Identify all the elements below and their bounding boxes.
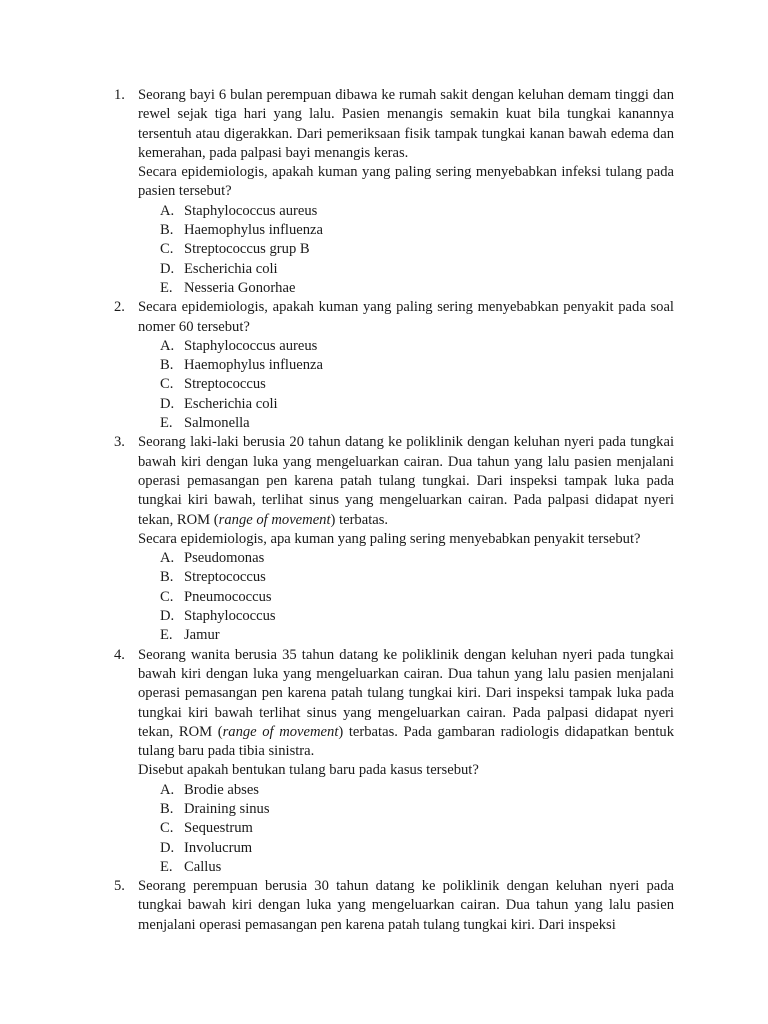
option-list bbox=[138, 781, 674, 877]
question-stem bbox=[138, 433, 674, 529]
question-number: 1. bbox=[114, 87, 125, 103]
text-run: Secara epidemiologis, apa kuman yang paling sering menyebabkan penyakit tersebut? bbox=[138, 530, 641, 547]
question-prompt bbox=[138, 761, 674, 780]
question-stem bbox=[138, 86, 674, 163]
italic-term: range of movement bbox=[218, 511, 331, 528]
text-run: ) terbatas. bbox=[330, 511, 389, 528]
option-item bbox=[160, 839, 674, 858]
question-item bbox=[114, 646, 674, 878]
option-label: D. bbox=[160, 395, 175, 412]
option-text: Pseudomonas bbox=[184, 550, 265, 567]
question-number: 2. bbox=[114, 299, 125, 316]
option-label: B. bbox=[160, 222, 174, 239]
question-stem bbox=[138, 646, 674, 762]
text-run: Seorang wanita berusia 35 tahun datang ke poliklinik dengan keluhan nyeri pada tungkai bawah kiri dengan luka yang mengeluarkan cairan. Dua tahun yang lalu pasien menjalani operasi pemasangan pen karena patah tulang tungkai kiri. Dari inspeksi tampak luka pada tungkai kiri bawah terlihat sinus yang mengeluarkan cairan. Pada palpasi didapat nyeri tekan, ROM ( bbox=[138, 646, 674, 740]
text-run: Seorang laki-laki berusia 20 tahun datang ke poliklinik dengan keluhan nyeri pada tungkai bawah kiri dengan luka yang mengeluarkan cairan. Dua tahun yang lalu pasien menjalani operasi pemasangan pen karena patah tulang tungkai. Dari inspeksi tampak luka pada tungkai kiri bawah, terlihat sinus yang mengeluarkan cairan. Pada palpasi didapat nyeri tekan, ROM ( bbox=[138, 434, 674, 528]
option-item bbox=[160, 395, 674, 414]
option-label: A. bbox=[160, 550, 175, 567]
option-item bbox=[160, 279, 674, 298]
option-item bbox=[160, 819, 674, 838]
option-label: D. bbox=[160, 839, 175, 856]
question-number: 3. bbox=[114, 434, 125, 451]
option-text: Staphylococcus aureus bbox=[184, 202, 318, 219]
option-item bbox=[160, 607, 674, 626]
option-item bbox=[160, 800, 674, 819]
option-text: Brodie abses bbox=[184, 781, 259, 798]
option-text: Callus bbox=[184, 858, 222, 875]
text-run: Secara epidemiologis, apakah kuman yang paling sering menyebabkan infeksi tulang pada pasien tersebut? bbox=[138, 164, 674, 200]
option-text: Nesseria Gonorhae bbox=[184, 279, 296, 296]
text-run: Disebut apakah bentukan tulang baru pada kasus tersebut? bbox=[138, 762, 479, 779]
option-item bbox=[160, 626, 674, 645]
option-label: E. bbox=[160, 627, 173, 644]
option-text: Sequestrum bbox=[184, 820, 253, 837]
option-item bbox=[160, 375, 674, 394]
option-text: Haemophylus influenza bbox=[184, 357, 324, 374]
option-text: Streptococcus bbox=[184, 569, 266, 586]
question-stem bbox=[138, 877, 674, 935]
question-stem bbox=[138, 298, 674, 337]
option-label: B. bbox=[160, 569, 174, 586]
option-item bbox=[160, 858, 674, 877]
option-label: A. bbox=[160, 202, 175, 219]
question-item bbox=[114, 433, 674, 645]
question-item bbox=[114, 877, 674, 935]
option-text: Streptococcus bbox=[184, 376, 266, 393]
option-list bbox=[138, 202, 674, 298]
option-label: D. bbox=[160, 608, 175, 625]
option-item bbox=[160, 240, 674, 259]
option-text: Staphylococcus aureus bbox=[184, 337, 318, 354]
option-label: C. bbox=[160, 588, 174, 605]
option-text: Involucrum bbox=[184, 839, 253, 856]
option-text: Draining sinus bbox=[184, 800, 270, 817]
option-label: E. bbox=[160, 415, 173, 432]
option-item bbox=[160, 356, 674, 375]
question-list bbox=[114, 86, 674, 935]
option-label: E. bbox=[160, 279, 173, 296]
option-item bbox=[160, 337, 674, 356]
question-prompt bbox=[138, 530, 674, 549]
option-text: Pneumococcus bbox=[184, 588, 272, 605]
option-text: Staphylococcus bbox=[184, 608, 276, 625]
option-text: Haemophylus influenza bbox=[184, 222, 324, 239]
option-label: C. bbox=[160, 820, 174, 837]
option-text: Salmonella bbox=[184, 415, 250, 432]
text-run: Seorang perempuan berusia 30 tahun datang ke poliklinik dengan keluhan nyeri pada tungkai bawah kiri dengan luka yang mengeluarkan cairan. Dua tahun yang lalu pasien menjalani operasi pemasangan pen karena patah tulang tungkai kiri. Dari inspeksi bbox=[138, 878, 674, 933]
option-item bbox=[160, 221, 674, 240]
option-item bbox=[160, 568, 674, 587]
option-list bbox=[138, 549, 674, 645]
question-number: 4. bbox=[114, 646, 125, 663]
question-number: 5. bbox=[114, 878, 125, 895]
option-item bbox=[160, 781, 674, 800]
option-label: A. bbox=[160, 781, 175, 798]
italic-term: range of movement bbox=[222, 723, 339, 740]
text-run: Secara epidemiologis, apakah kuman yang paling sering menyebabkan penyakit pada soal nomer 60 tersebut? bbox=[138, 299, 674, 335]
option-label: E. bbox=[160, 858, 173, 875]
option-text: Escherichia coli bbox=[184, 260, 278, 277]
question-item bbox=[114, 298, 674, 433]
option-label: A. bbox=[160, 337, 175, 354]
option-label: B. bbox=[160, 357, 174, 374]
option-label: B. bbox=[160, 800, 174, 817]
question-item bbox=[114, 86, 674, 298]
option-text: Jamur bbox=[184, 627, 220, 644]
option-label: C. bbox=[160, 376, 174, 393]
option-item bbox=[160, 414, 674, 433]
text-run: ) terbatas. Pada gambaran radiologis didapatkan bentuk tulang baru pada tibia sinistra. bbox=[138, 723, 674, 760]
option-item bbox=[160, 202, 674, 221]
question-prompt bbox=[138, 163, 674, 202]
option-item bbox=[160, 588, 674, 607]
option-list bbox=[138, 337, 674, 433]
option-item bbox=[160, 549, 674, 568]
option-label: D. bbox=[160, 260, 175, 277]
text-run: Seorang bayi 6 bulan perempuan dibawa ke rumah sakit dengan keluhan demam tinggi dan rewel sejak tiga hari yang lalu. Pasien menangis semakin kuat bila tungkai kanannya tersentuh atau digerakkan. Dari pemeriksaan fisik tampak tungkai kanan bawah edema dan kemerahan, pada palpasi bayi menangis keras. bbox=[138, 87, 674, 161]
option-label: C. bbox=[160, 241, 174, 258]
option-text: Escherichia coli bbox=[184, 395, 278, 412]
option-item bbox=[160, 260, 674, 279]
option-text: Streptococcus grup B bbox=[184, 241, 310, 258]
